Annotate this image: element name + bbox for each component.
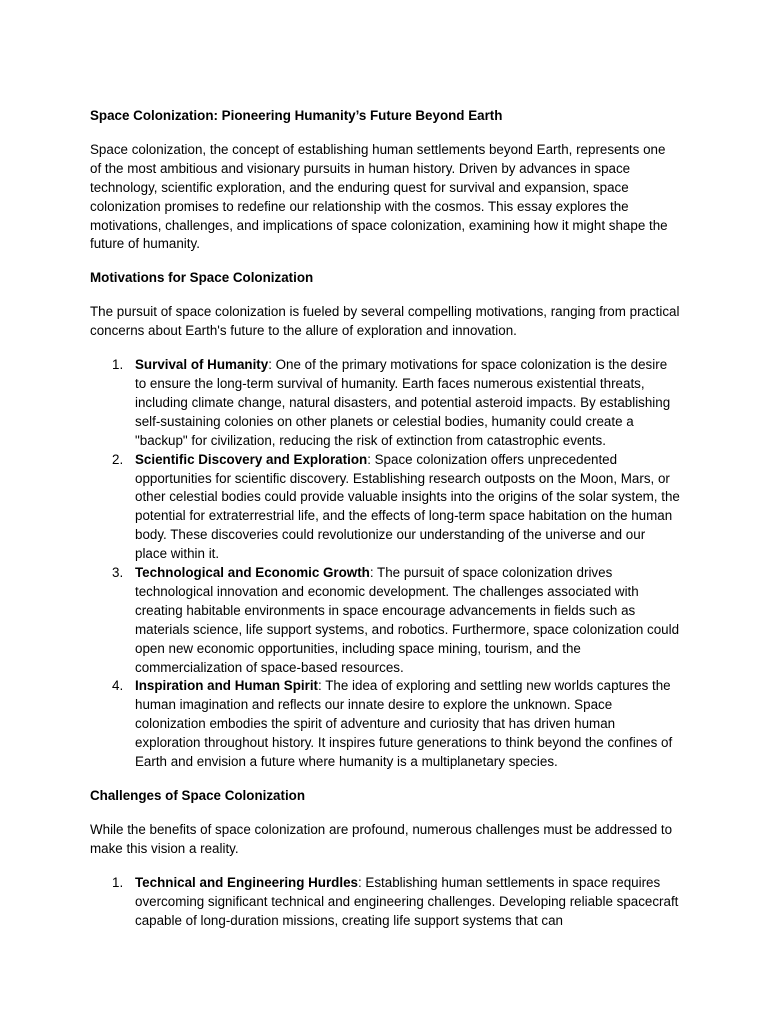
list-item-number: 4. (112, 678, 124, 694)
motivations-list (90, 356, 680, 772)
list-item (90, 451, 680, 564)
section-intro-motivations: The pursuit of space colonization is fueled by several compelling motivations, ranging from practical concerns about Earth's future to the allure of exploration and innovation. (90, 304, 680, 339)
section-heading-challenges: Challenges of Space Colonization (90, 788, 306, 803)
list-item-term: Technological and Economic Growth (135, 565, 370, 581)
list-item (90, 677, 680, 772)
list-item-term: Scientific Discovery and Exploration (135, 451, 368, 467)
document-title: Space Colonization: Pioneering Humanity’s Future Beyond Earth (90, 108, 503, 123)
list-item (90, 564, 680, 677)
list-item-term: Technical and Engineering Hurdles (135, 874, 358, 890)
intro-paragraph: Space colonization, the concept of establishing human settlements beyond Earth, represents one of the most ambitious and visionary pursuits in human history. Driven by advances in space technology, scientific exploration, and the enduring quest for survival and expansion, space colonization promises to redefine our relationship with the cosmos. This essay explores the motivations, challenges, and implications of space colonization, examining how it might shape the future of humanity. (90, 141, 668, 252)
list-item-number: 2. (112, 451, 124, 467)
list-item (90, 356, 680, 451)
document-page (90, 107, 680, 945)
list-item-number: 1. (112, 874, 124, 890)
section-intro-challenges: While the benefits of space colonization are profound, numerous challenges must be addressed to make this vision a reality. (90, 821, 673, 856)
list-item-text: : One of the primary motivations for space colonization is the desire to ensure the long-term survival of humanity. Earth faces numerous existential threats, including climate change, natural disasters, and potential asteroid impacts. By establishing self-sustaining colonies on other planets or celestial bodies, humanity could create a "backup" for civilization, reducing the risk of extinction from catastrophic events. (135, 357, 671, 448)
list-item-text: : The idea of exploring and settling new worlds captures the human imagination and reflects our innate desire to explore the unknown. Space colonization embodies the spirit of adventure and curiosity that has driven human exploration throughout history. It inspires future generations to think beyond the confines of Earth and envision a future where humanity is a multiplanetary species. (135, 678, 673, 770)
list-item-term: Survival of Humanity (135, 357, 269, 373)
list-item (90, 874, 680, 931)
list-item-text: : The pursuit of space colonization drives technological innovation and economic development. The challenges associated with creating habitable environments in space encourage advancements in fields such as materials science, life support systems, and robotics. Furthermore, space colonization could open new economic opportunities, including space mining, tourism, and the commercialization of space-based resources. (135, 565, 680, 675)
list-item-text: : Space colonization offers unprecedented opportunities for scientific discovery. Establishing research outposts on the Moon, Mars, or other celestial bodies could provide valuable insights into the origins of the solar system, the potential for extraterrestrial life, and the effects of long-term space habitation on the human body. These discoveries could revolutionize our understanding of the universe and our place within it. (135, 451, 680, 562)
list-item-text: : Establishing human settlements in space requires overcoming significant technical and engineering challenges. Developing reliable spacecraft capable of long-duration missions, creating life support systems that can (135, 874, 679, 928)
list-item-number: 3. (112, 565, 124, 581)
list-item-number: 1. (112, 357, 124, 373)
list-item-term: Inspiration and Human Spirit (135, 678, 319, 694)
challenges-list (90, 874, 680, 931)
section-heading-motivations: Motivations for Space Colonization (90, 270, 314, 286)
